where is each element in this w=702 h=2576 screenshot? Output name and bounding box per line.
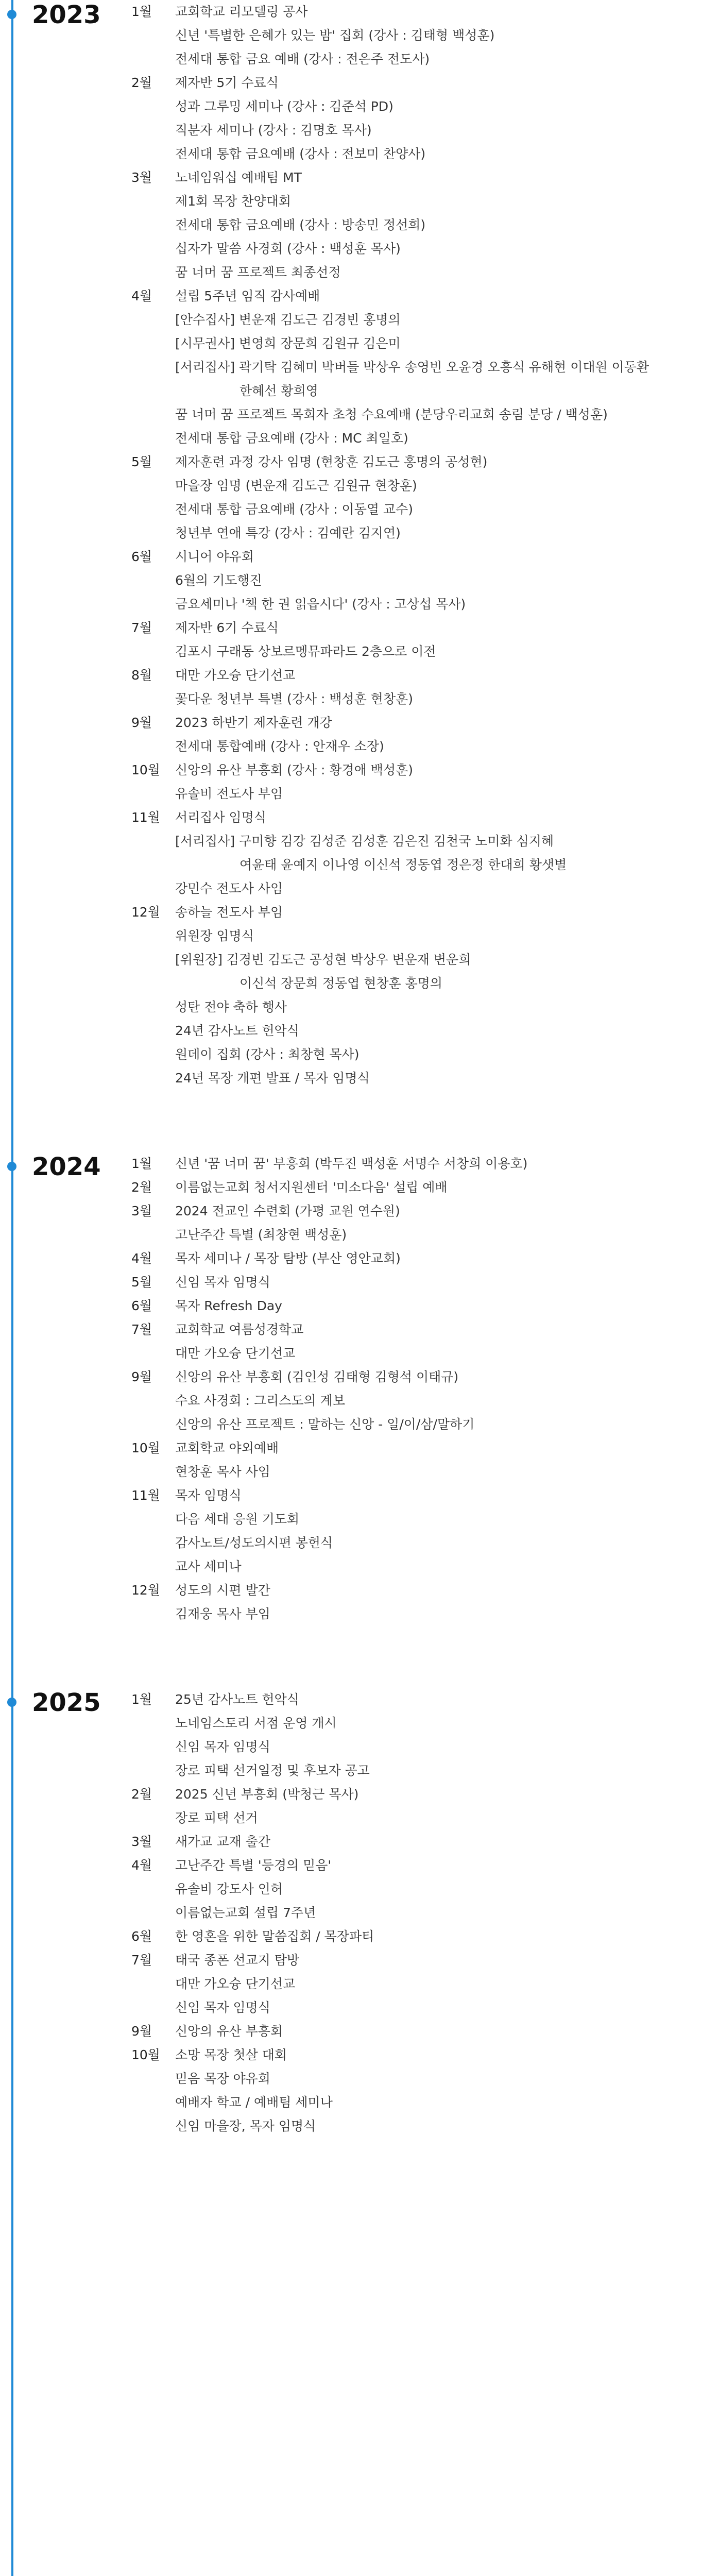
- month-label: 10월: [131, 762, 160, 777]
- event-item: 직분자 세미나 (강사 : 김명호 목사): [175, 123, 372, 138]
- event-item: 대만 가오슝 단기선교: [175, 668, 296, 683]
- event-item: 전세대 통합예배 (강사 : 안재우 소장): [175, 739, 384, 754]
- event-item: 소망 목장 첫살 대회: [175, 2047, 287, 2062]
- event-item: 강민수 전도사 사임: [175, 881, 283, 896]
- event-item: 전세대 통합 금요 예배 (강사 : 전은주 전도사): [175, 52, 430, 66]
- event-item: 성도의 시편 발간: [175, 1583, 270, 1598]
- month-label: 4월: [131, 289, 152, 303]
- month-label: 6월: [131, 1929, 152, 1944]
- event-item: 제자훈련 과정 강사 임명 (현창훈 김도근 홍명의 공성현): [175, 454, 488, 469]
- event-item: 교회학교 야외예배: [175, 1440, 279, 1455]
- event-item: 제자반 5기 수료식: [175, 75, 279, 90]
- timeline-line: [11, 0, 13, 2576]
- event-item: 다음 세대 응원 기도회: [175, 1512, 300, 1527]
- event-item: [안수집사] 변운재 김도근 김경빈 홍명의: [175, 312, 401, 327]
- event-item: 장로 피택 선거일정 및 후보자 공고: [175, 1763, 370, 1778]
- event-item: [시무권사] 변영희 장문희 김원규 김은미: [175, 336, 401, 351]
- event-item: 전세대 통합 금요예배 (강사 : 방송민 정선희): [175, 217, 426, 232]
- event-item: 제1회 목장 찬양대회: [175, 194, 291, 209]
- event-item-continued: 한혜선 황희영: [239, 383, 318, 398]
- event-item: 24년 감사노트 헌악식: [175, 1023, 299, 1038]
- event-item: 24년 목장 개편 발표 / 목자 임명식: [175, 1071, 370, 1086]
- event-item: 전세대 통합 금요예배 (강사 : 이동열 교수): [175, 502, 414, 517]
- month-label: 5월: [131, 1275, 152, 1290]
- month-label: 4월: [131, 1858, 152, 1873]
- event-item: [서리집사] 곽기탁 김혜미 박버들 박상우 송영빈 오윤경 오흥식 유해현 이대원 이동환: [175, 360, 649, 375]
- event-item: [서리집사] 구미향 김강 김성준 김성훈 김은진 김천국 노미화 심지혜: [175, 834, 554, 849]
- year-label: 2024: [32, 1153, 101, 1181]
- month-label: 11월: [131, 1488, 160, 1503]
- month-label: 4월: [131, 1251, 152, 1266]
- event-item: 신앙의 유산 부흥회: [175, 2024, 283, 2039]
- month-label: 6월: [131, 549, 152, 564]
- event-item: 신임 목자 임명식: [175, 1275, 270, 1290]
- month-label: 12월: [131, 1583, 160, 1598]
- event-item: 성탄 전야 축하 행사: [175, 999, 287, 1014]
- event-item-continued: 여윤태 윤예지 이나영 이신석 정동엽 정은정 한대희 황샛별: [239, 857, 567, 872]
- month-label: 3월: [131, 1204, 152, 1218]
- event-item: 원데이 집회 (강사 : 최창현 목사): [175, 1047, 359, 1062]
- event-item: 금요세미나 '책 한 권 읽읍시다' (강사 : 고상섭 목사): [175, 597, 466, 612]
- event-item: 노네임스토리 서점 운영 개시: [175, 1716, 337, 1731]
- event-item: 꽃다운 청년부 특별 (강사 : 백성훈 현창훈): [175, 691, 414, 706]
- event-item: 신년 '특별한 은혜가 있는 밤' 집회 (강사 : 김태형 백성훈): [175, 28, 495, 43]
- event-item: 2024 전교인 수련회 (가평 교원 연수원): [175, 1204, 400, 1218]
- event-item: 설립 5주년 임직 감사예배: [175, 289, 320, 303]
- event-item: 신년 '꿈 너머 꿈' 부흥회 (박두진 백성훈 서명수 서창희 이용호): [175, 1156, 528, 1171]
- event-item: 고난주간 특별 '등경의 믿음': [175, 1858, 332, 1873]
- event-item: 목자 임명식: [175, 1488, 242, 1503]
- event-item: 25년 감사노트 헌악식: [175, 1692, 299, 1707]
- month-label: 3월: [131, 170, 152, 185]
- year-dot-icon: [7, 1162, 16, 1171]
- event-item: 신임 목자 임명식: [175, 2000, 270, 2015]
- event-item: 감사노트/성도의시편 봉헌식: [175, 1535, 333, 1550]
- event-item: 태국 종폰 선교지 탐방: [175, 1953, 300, 1968]
- event-item: 위원장 임명식: [175, 928, 254, 943]
- month-label: 6월: [131, 1298, 152, 1313]
- event-item: 교사 세미나: [175, 1559, 242, 1574]
- event-item-continued: 이신석 장문희 정동엽 현창훈 홍명의: [239, 976, 443, 991]
- month-label: 9월: [131, 715, 152, 730]
- event-item: 고난주간 특별 (최창현 백성훈): [175, 1227, 347, 1242]
- event-item: 대만 가오슝 단기선교: [175, 1976, 296, 1991]
- month-label: 9월: [131, 2024, 152, 2039]
- event-item: 청년부 연애 특강 (강사 : 김예란 김지연): [175, 526, 401, 540]
- month-label: 9월: [131, 1369, 152, 1384]
- event-item: 신임 목자 임명식: [175, 1739, 270, 1754]
- event-item: 교회학교 여름성경학교: [175, 1322, 304, 1337]
- year-dot-icon: [7, 10, 16, 19]
- event-item: 성과 그루밍 세미나 (강사 : 김준석 PD): [175, 99, 393, 114]
- month-label: 1월: [131, 1156, 152, 1171]
- event-item: 꿈 너머 꿈 프로젝트 최종선정: [175, 265, 341, 280]
- month-label: 3월: [131, 1834, 152, 1849]
- event-item: 신앙의 유산 프로젝트 : 말하는 신앙 - 일/이/삼/말하기: [175, 1417, 475, 1432]
- month-label: 7월: [131, 1322, 152, 1337]
- event-item: 2023 하반기 제자훈련 개강: [175, 715, 332, 730]
- year-label: 2025: [32, 1688, 101, 1717]
- event-item: 대만 가오슝 단기선교: [175, 1346, 296, 1361]
- event-item: 유솔비 강도사 인허: [175, 1882, 283, 1896]
- month-label: 2월: [131, 1787, 152, 1802]
- event-item: 노네임워십 예배팀 MT: [175, 170, 302, 185]
- month-label: 11월: [131, 810, 160, 825]
- month-label: 7월: [131, 1953, 152, 1968]
- month-label: 10월: [131, 2047, 160, 2062]
- event-item: 김재웅 목사 부임: [175, 1606, 270, 1621]
- event-item: 신앙의 유산 부흥회 (김인성 김태형 김형석 이태규): [175, 1369, 459, 1384]
- event-item: 새가교 교재 출간: [175, 1834, 270, 1849]
- month-label: 2월: [131, 1180, 152, 1195]
- event-item: 수요 사경회 : 그리스도의 계보: [175, 1393, 346, 1408]
- event-item: 십자가 말씀 사경회 (강사 : 백성훈 목사): [175, 241, 401, 256]
- event-item: 유솔비 전도사 부임: [175, 786, 283, 801]
- event-item: 믿음 목장 야유회: [175, 2071, 270, 2086]
- event-item: 현창훈 목사 사임: [175, 1464, 270, 1479]
- event-item: 전세대 통합 금요예배 (강사 : MC 최일호): [175, 431, 408, 446]
- event-item: 예배자 학교 / 예배팀 세미나: [175, 2095, 333, 2110]
- event-item: 마을장 임명 (변운재 김도근 김원규 현창훈): [175, 478, 417, 493]
- month-label: 1월: [131, 1692, 152, 1707]
- event-item: 교회학교 리모델링 공사: [175, 4, 308, 19]
- event-item: 시니어 야유회: [175, 549, 254, 564]
- month-label: 8월: [131, 668, 152, 683]
- event-item: 2025 신년 부흥회 (박청근 목사): [175, 1787, 359, 1802]
- year-label: 2023: [32, 1, 101, 29]
- month-label: 12월: [131, 905, 160, 920]
- month-label: 5월: [131, 454, 152, 469]
- month-label: 7월: [131, 620, 152, 635]
- event-item: 김포시 구래동 상보르멩뮤파라드 2층으로 이전: [175, 644, 436, 659]
- event-item: 전세대 통합 금요예배 (강사 : 전보미 찬양사): [175, 146, 426, 161]
- month-label: 10월: [131, 1440, 160, 1455]
- event-item: 목자 Refresh Day: [175, 1298, 282, 1313]
- month-label: 2월: [131, 75, 152, 90]
- event-item: 송하늘 전도사 부임: [175, 905, 283, 920]
- event-item: [위원장] 김경빈 김도근 공성현 박상우 변운재 변운희: [175, 952, 471, 967]
- event-item: 한 영혼을 위한 말씀집회 / 목장파티: [175, 1929, 374, 1944]
- event-item: 장로 피택 선거: [175, 1810, 258, 1825]
- month-label: 1월: [131, 4, 152, 19]
- event-item: 신앙의 유산 부흥회 (강사 : 황경애 백성훈): [175, 762, 414, 777]
- event-item: 6월의 기도행진: [175, 573, 262, 588]
- event-item: 이름없는교회 청서지원센터 '미소다음' 설립 예배: [175, 1180, 448, 1195]
- year-dot-icon: [7, 1698, 16, 1707]
- event-item: 이름없는교회 설립 7주년: [175, 1905, 316, 1920]
- event-item: 꿈 너머 꿈 프로젝트 목회자 초청 수요예배 (분당우리교회 송림 분당 / 백성훈): [175, 407, 608, 422]
- event-item: 제자반 6기 수료식: [175, 620, 279, 635]
- event-item: 신임 마을장, 목자 임명식: [175, 2119, 316, 2133]
- event-item: 서리집사 임명식: [175, 810, 266, 825]
- event-item: 목자 세미나 / 목장 탐방 (부산 영안교회): [175, 1251, 401, 1266]
